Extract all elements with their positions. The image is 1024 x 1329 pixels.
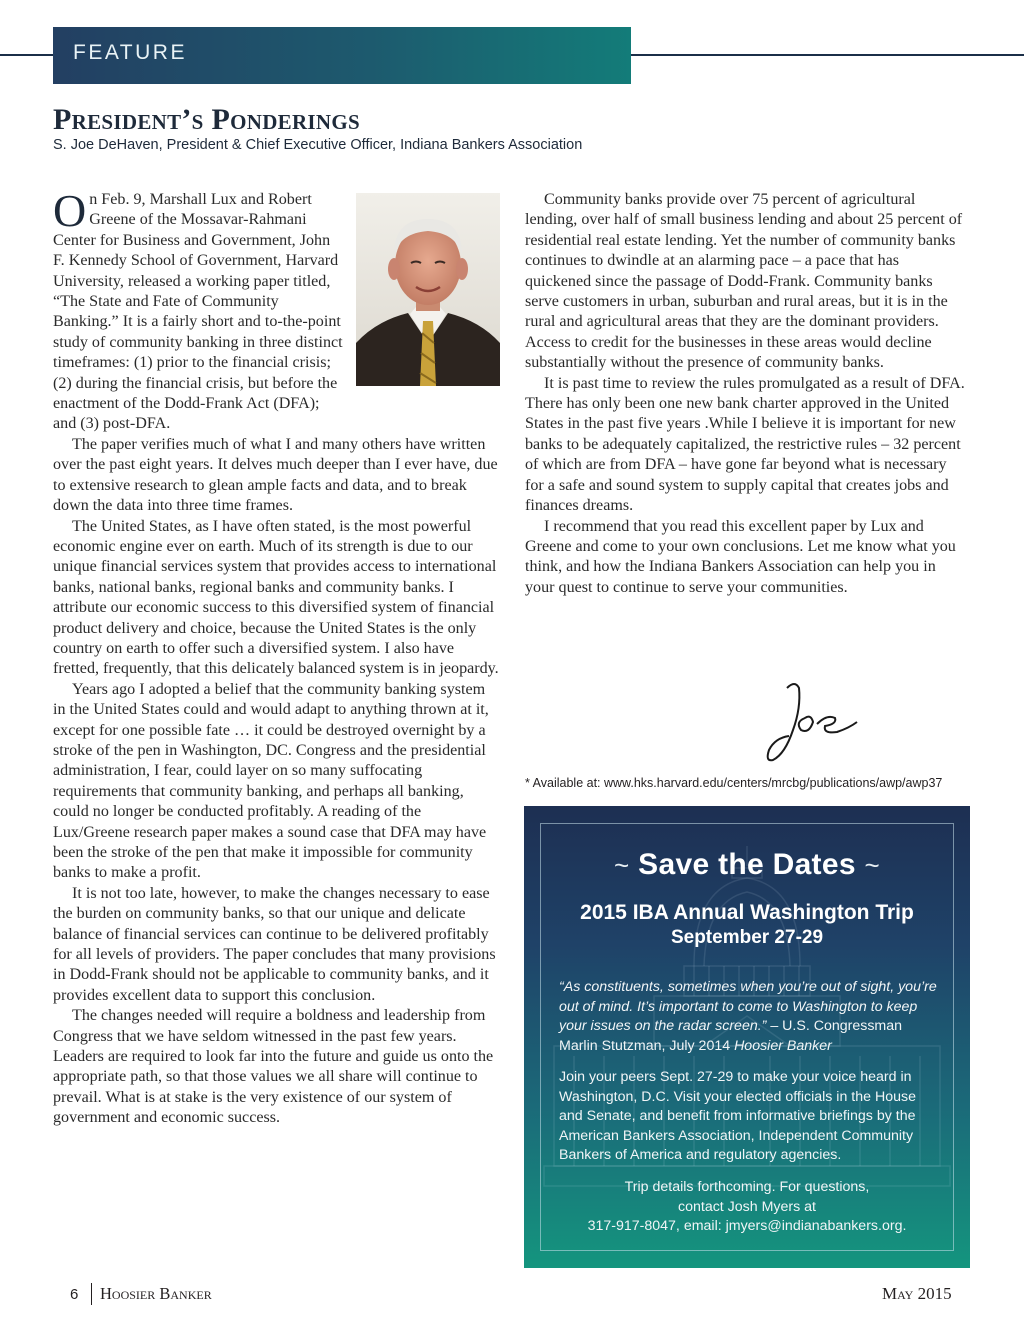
article-paragraph-9: I recommend that you read this excellent paper by Lux and Greene and come to your own conclusions. Let me know what you think, and how the Indiana Bankers Association can help you in your quest to continue to serve your communities. — [525, 517, 956, 596]
article-paragraph-6: The changes needed will require a boldness and leadership from Congress that we have seldom witnessed in the past few years. Leaders are required to look far into the future and guide us onto the appropriate path, so that those values we all share will continue to prevail. What is at stake is the very existence of our system of government and economic success. — [53, 1007, 494, 1127]
page-title: President’s Ponderings — [53, 103, 360, 136]
ad-title — [524, 848, 970, 882]
ad-title-tilde-close: ~ — [864, 850, 880, 880]
footnote-link[interactable]: * Available at: www.hks.harvard.edu/centers/mrcbg/publications/awp/awp37 — [525, 776, 943, 790]
ad-contact-details — [524, 1178, 970, 1237]
paragraph-1-text: n Feb. 9, Marshall Lux and Robert Greene of the Mossavar-Rahmani Center for Business and Government, John F. Kennedy School of Government, Harvard University, released a working paper titled, “The State and Fate of Community Banking.” It is a fairly short and to-the-point study of community banking in three distinct timeframes: (1) prior to the financial crisis; (2) during the financial crisis, but before the enactment of the Dodd-Frank Act (DFA); and (3) post-DFA. — [53, 191, 343, 433]
page-number: 6 — [70, 1286, 79, 1303]
byline: S. Joe DeHaven, President & Chief Executive Officer, Indiana Bankers Association — [53, 137, 583, 153]
ad-details-line-2: contact Josh Myers at — [678, 1198, 816, 1215]
ad-title-tilde-open: ~ — [614, 850, 630, 880]
issue-date: May 2015 — [882, 1284, 952, 1303]
ad-quote — [559, 978, 939, 1056]
article-paragraph-8: It is past time to review the rules promulgated as a result of DFA. There has only been one new bank charter approved in the United States in the past five years .While I believe it is important for new banks to be adequately capitalized, the restrictive rules – 32 percent of which are from DFA – have gone far beyond what is necessary for a safe and sound system to supply capital that creates jobs and finances dreams. — [525, 374, 965, 515]
article-paragraph-1 — [53, 185, 343, 435]
section-label: FEATURE — [73, 41, 187, 64]
ad-quote-attribution: – U.S. Congressman Marlin Stutzman, July 2014 — [559, 1018, 903, 1054]
ad-join-text: Join your peers Sept. 27-29 to make your voice heard in Washington, D.C. Visit your elected officials in the House and Senate, and benefit from informative briefings by the American Bankers Association, Independent Community Bankers of America and regulatory agencies. — [559, 1069, 916, 1163]
article-paragraph-4: Years ago I adopted a belief that the community banking system in the United States could and would adapt to anything thrown at it, except for one possible fate … it could be destroyed overnight by a stroke of the pen in Washington, DC. Congress and the presidential administration, I fear, could layer on so many suffocating requirements that community banking, and perhaps all banking, could no longer be conducted profitably. A reading of the Lux/Greene research paper makes a sound case that DFA may have been the stroke of the pen that make it impossible for community banks to make a profit. — [53, 680, 489, 882]
article-paragraph-7: Community banks provide over 75 percent of agricultural lending, over half of small business lending and about 25 percent of residential real estate lending. Yet the number of community banks continues to dwindle at an alarming pace – a pace that has quickened since the passage of Dodd-Frank. Community banks serve customers in urban, suburban and rural areas, but it is in the rural and agricultural areas that they are the dominant providers. Access to credit for the businesses in these areas would decline substantially without the presence of community banks. — [525, 191, 963, 372]
section-banner — [53, 27, 631, 84]
footer-divider — [91, 1283, 92, 1305]
article-paragraph-3: The United States, as I have often stated, is the most powerful economic engine ever on earth. Much of its strength is due to our unique financial services system that provides access to international banks, national banks, regional banks and community banks. I attribute our economic success to this diversified system of financial product delivery and choice, because the United States is the only country on earth to offer such a diversified system. I also have fretted, frequently, that this delicately balanced system is in jeopardy. — [53, 517, 499, 678]
ad-details-line-3[interactable]: 317-917-8047, email: jmyers@indianabankers.org. — [587, 1218, 907, 1234]
drop-cap: O — [53, 185, 87, 236]
ad-event-dates: September 27-29 — [670, 927, 824, 948]
article-column-left — [53, 185, 499, 1129]
header-rule — [631, 54, 1024, 56]
signature-joe — [765, 678, 865, 766]
ad-details-line-1: Trip details forthcoming. For questions, — [624, 1179, 870, 1195]
publication-name: Hoosier Banker — [100, 1284, 212, 1303]
article-paragraph-5: It is not too late, however, to make the changes necessary to ease the burden on community banks, so that our unique and delicate balance of financial services can continue to be delivered profitably for all levels of providers. The paper concludes that many provisions in Dodd-Frank should not be applicable to community banks, and it provides excellent data to support this conclusion. — [53, 884, 496, 1004]
ad-quote-text: “As constituents, sometimes when you’re out of sight, you’re out of mind. It’s important to come to Washington to keep your issues on the radar screen.” — [559, 979, 937, 1034]
header-rule-left — [0, 54, 53, 56]
ad-quote-source: Hoosier Banker — [734, 1037, 832, 1054]
ad-title-text: Save the Dates — [638, 848, 856, 881]
article-column-right — [525, 190, 968, 598]
article-paragraph-2: The paper verifies much of what I and many others have written over the past eight years. It delves much deeper than I ever have, due to extensive research to glean ample facts and data, and to break down the data into three time frames. — [53, 435, 498, 515]
ad-event-name: 2015 IBA Annual Washington Trip — [580, 901, 914, 924]
